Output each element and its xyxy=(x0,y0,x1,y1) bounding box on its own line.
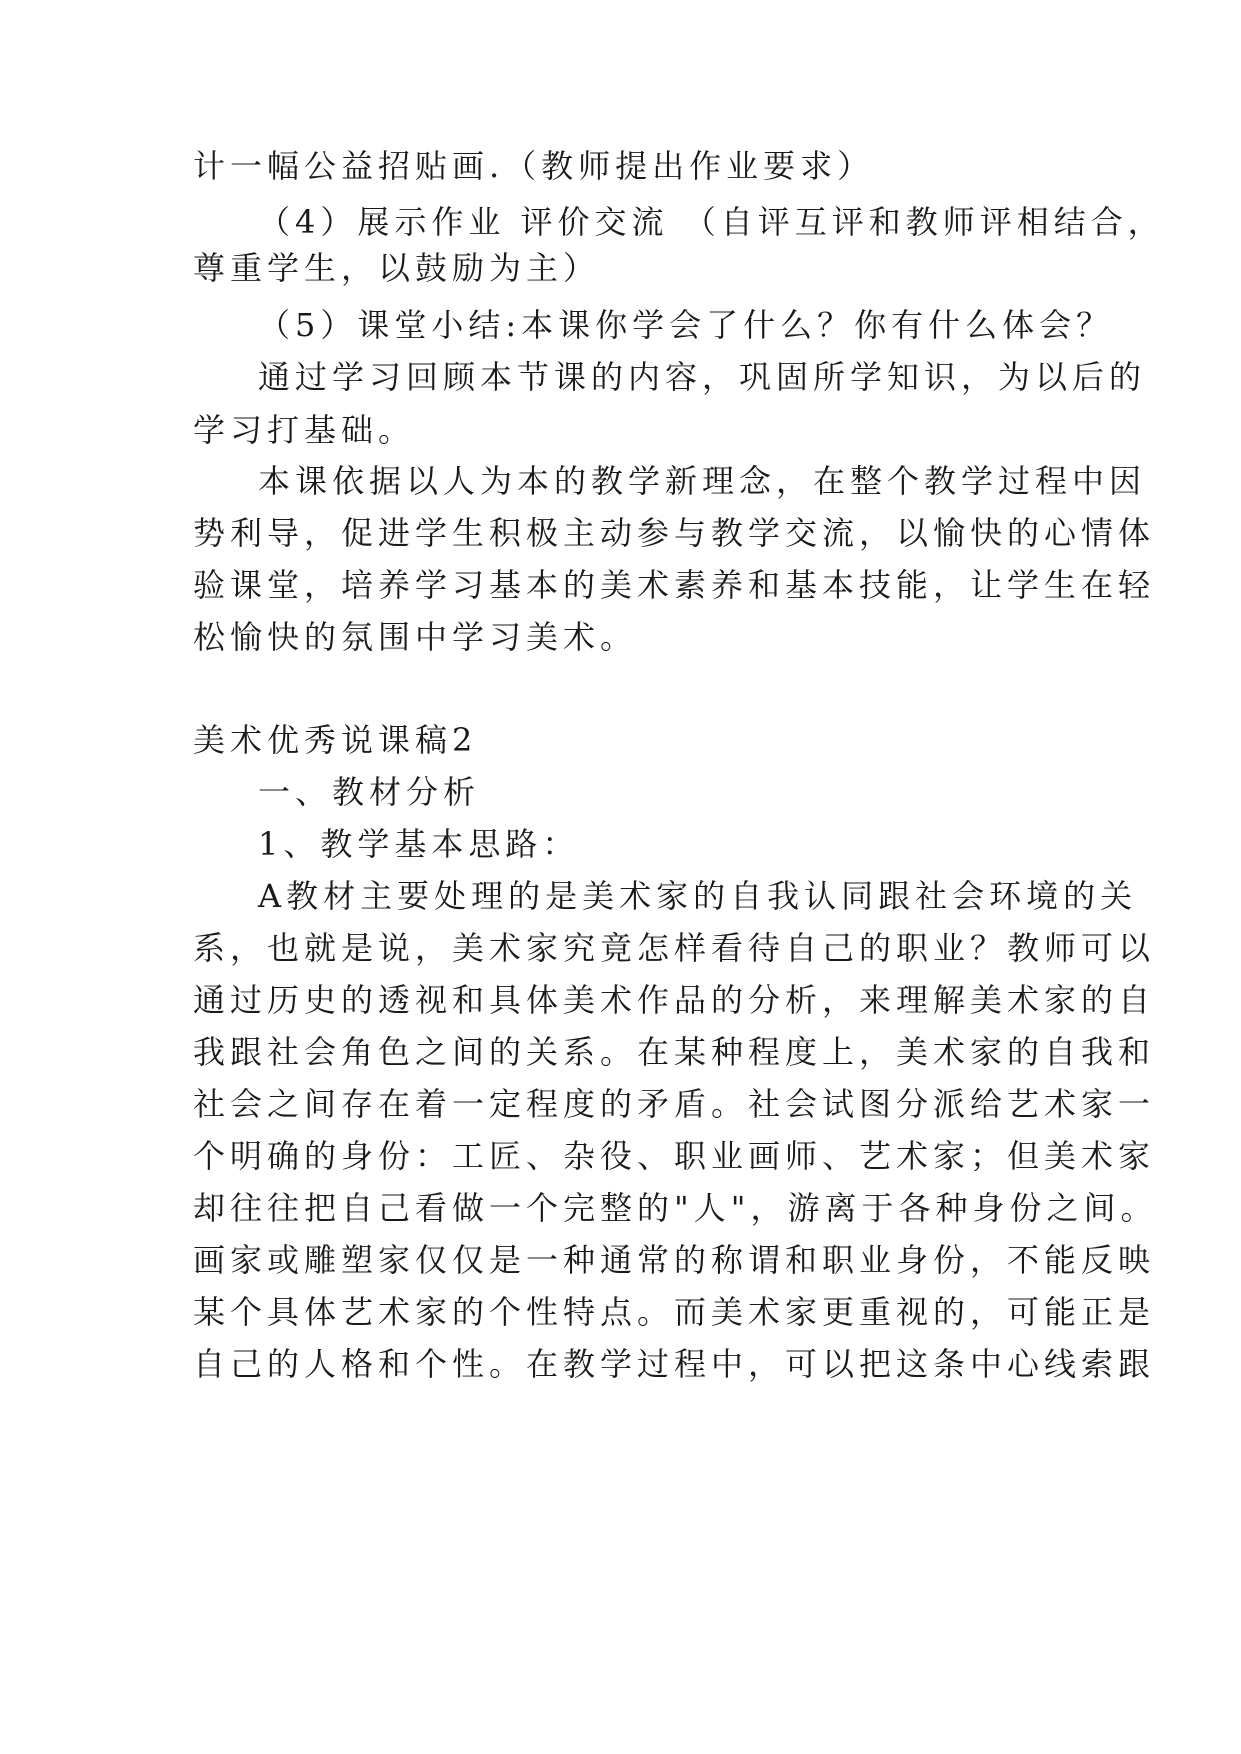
text-line: 通过学习回顾本节课的内容，巩固所学知识，为以后的 xyxy=(258,358,1147,396)
text-line: 尊重学生，以鼓励为主） xyxy=(193,249,601,287)
text-line: 自己的人格和个性。在教学过程中，可以把这条中心线索跟 xyxy=(193,1345,1156,1383)
text-line: 社会之间存在着一定程度的矛盾。社会试图分派给艺术家一 xyxy=(193,1085,1156,1123)
text-line: 学习打基础。 xyxy=(193,411,416,449)
text-line: 系，也就是说，美术家究竟怎样看待自己的职业？教师可以 xyxy=(193,929,1156,967)
text-line: 势利导，促进学生积极主动参与教学交流，以愉快的心情体 xyxy=(193,514,1156,552)
subsection-heading: 一、教材分析 xyxy=(258,773,481,811)
text-line: 我跟社会角色之间的关系。在某种程度上，美术家的自我和 xyxy=(193,1033,1156,1071)
section-heading: 美术优秀说课稿2 xyxy=(193,721,478,759)
text-line: 验课堂，培养学习基本的美术素养和基本技能，让学生在轻 xyxy=(193,566,1156,604)
text-line: A教材主要处理的是美术家的自我认同跟社会环境的关 xyxy=(258,877,1138,915)
text-line: 某个具体艺术家的个性特点。而美术家更重视的，可能正是 xyxy=(193,1293,1156,1331)
text-line: 计一幅公益招贴画.（教师提出作业要求） xyxy=(193,147,875,185)
text-line: （4）展示作业 评价交流 （自评互评和教师评相结合， xyxy=(258,203,1165,241)
text-line: 通过历史的透视和具体美术作品的分析，来理解美术家的自 xyxy=(193,981,1156,1019)
subsection-heading: 1、教学基本思路： xyxy=(258,825,580,863)
text-line: 却往往把自己看做一个完整的"人"，游离于各种身份之间。 xyxy=(193,1189,1158,1227)
text-line: 本课依据以人为本的教学新理念，在整个教学过程中因 xyxy=(258,462,1147,500)
text-line: 画家或雕塑家仅仅是一种通常的称谓和职业身份，不能反映 xyxy=(193,1241,1156,1279)
text-line: 松愉快的氛围中学习美术。 xyxy=(193,618,638,656)
text-line: 个明确的身份：工匠、杂役、职业画师、艺术家；但美术家 xyxy=(193,1137,1156,1175)
text-line: （5）课堂小结:本课你学会了什么？你有什么体会？ xyxy=(258,306,1114,344)
